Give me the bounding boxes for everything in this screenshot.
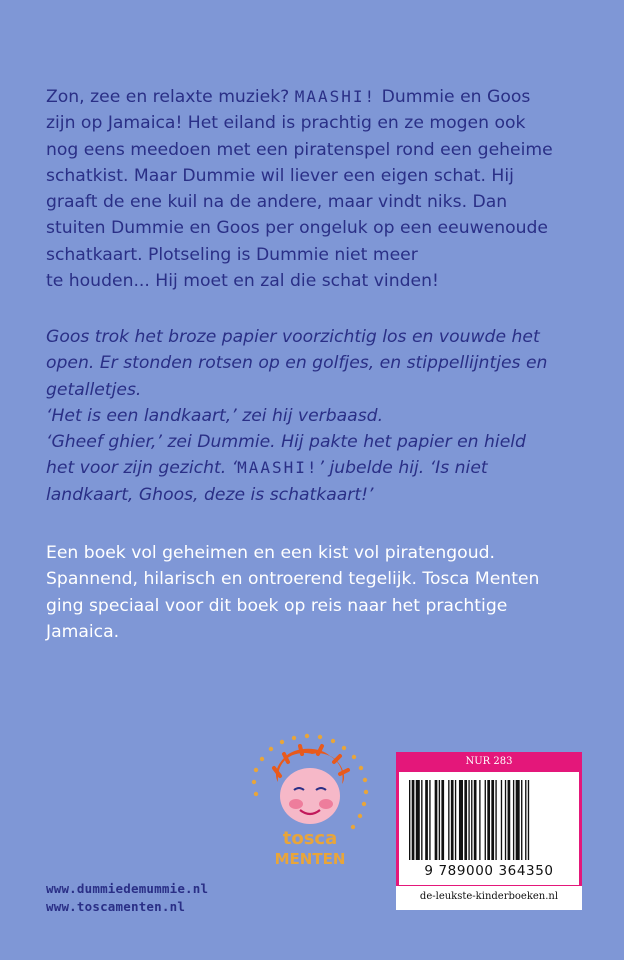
- excerpt-line: ‘Gheef ghier,’ zei Dummie. Hij pakte het papier en hield: [46, 432, 526, 453]
- barcode-bar: [459, 780, 463, 860]
- barcode-bar: [513, 780, 514, 860]
- barcode-bar: [505, 780, 506, 860]
- barcode-bar: [416, 780, 420, 860]
- barcode-bar: [525, 780, 526, 860]
- synopsis-line: schatkaart. Plotseling is Dummie niet meer: [46, 244, 418, 265]
- barcode-bar: [441, 780, 444, 860]
- book-excerpt: [46, 324, 586, 508]
- isbn-number: 9 789000 364350: [424, 863, 554, 879]
- synopsis-line: te houden... Hij moet en zal die schat vinden!: [46, 271, 439, 292]
- maashi-handwritten: MAASHI!: [294, 87, 377, 106]
- synopsis-line: stuiten Dummie en Goos per ongeluk op een eeuwenoude: [46, 218, 549, 239]
- website-list: [46, 880, 208, 916]
- barcode-bar: [485, 780, 486, 860]
- barcode-bar: [471, 780, 472, 860]
- barcode-bar: [474, 780, 477, 860]
- synopsis-line: graaft de ene kuil na de andere, maar vindt niks. Dan: [46, 192, 508, 213]
- synopsis-line: schatkist. Maar Dummie wil liever een eigen schat. Hij: [46, 165, 514, 186]
- barcode-bars: [407, 780, 571, 862]
- publisher-website: de-leukste-kinderboeken.nl: [396, 886, 582, 910]
- barcode-bar: [409, 780, 410, 860]
- barcode-bar: [429, 780, 430, 860]
- synopsis-line: [46, 84, 586, 110]
- logo-brand-bottom: MENTEN: [274, 850, 346, 868]
- summary-line: Spannend, hilarisch en ontroerend tegelijk. Tosca Menten: [46, 569, 540, 590]
- nur-code: NUR 283: [465, 756, 513, 767]
- synopsis-line-text: Dummie en Goos: [376, 87, 531, 107]
- barcode-bar: [448, 780, 449, 860]
- synopsis-text: [46, 84, 586, 294]
- synopsis-line: nog eens meedoen met een piratenspel rond een geheime: [46, 139, 553, 160]
- maashi-handwritten: MAASHI!: [237, 458, 319, 478]
- barcode-bar: [439, 780, 440, 860]
- excerpt-line: landkaart, Ghoos, deze is schatkaart!’: [46, 484, 374, 505]
- synopsis-line-text: Zon, zee en relaxte muziek?: [46, 87, 295, 107]
- barcode-bar: [425, 780, 428, 860]
- excerpt-line: open. Er stonden rotsen op en golfjes, en stippellijntjes en: [46, 353, 548, 374]
- summary-text: [46, 540, 586, 645]
- barcode-bar: [528, 780, 529, 860]
- excerpt-line: Goos trok het broze papier voorzichtig los en vouwde het: [46, 327, 540, 347]
- barcode-bar: [501, 780, 502, 860]
- summary-line: Jamaica.: [46, 621, 120, 642]
- website-dummiedemummie: www.dummiedemummie.nl: [46, 881, 209, 896]
- excerpt-line: getalletjes.: [46, 379, 142, 400]
- barcode-bar: [451, 780, 454, 860]
- barcode-bar: [479, 780, 480, 860]
- excerpt-line-text: het voor zijn gezicht. ‘: [46, 458, 238, 479]
- barcode-panel: [396, 752, 582, 910]
- excerpt-line: [46, 455, 586, 481]
- barcode-bar: [487, 780, 490, 860]
- website-toscamenten: www.toscamenten.nl: [46, 899, 186, 914]
- excerpt-line-text: ’ jubelde hij. ‘Is niet: [318, 458, 488, 479]
- logo-cheek: [289, 799, 303, 809]
- barcode-bar: [421, 780, 422, 860]
- barcode-bar: [521, 780, 522, 860]
- excerpt-line: ‘Het is een landkaart,’ zei hij verbaasd.: [46, 405, 384, 426]
- barcode-area: [399, 772, 579, 885]
- barcode-bar: [508, 780, 511, 860]
- synopsis-line: zijn op Jamaica! Het eiland is prachtig en ze mogen ook: [46, 113, 526, 134]
- logo-cheek: [319, 799, 333, 809]
- barcode-bar: [491, 780, 494, 860]
- logo-brand-top: tosca: [282, 828, 338, 849]
- summary-line: Een boek vol geheimen en een kist vol piratengoud.: [46, 543, 495, 563]
- logo-face: [280, 768, 340, 824]
- barcode-bar: [435, 780, 438, 860]
- barcode-bar: [468, 780, 469, 860]
- barcode-bar: [516, 780, 520, 860]
- barcode-bar: [464, 780, 467, 860]
- tosca-menten-logo: [236, 724, 384, 884]
- barcode-bar: [495, 780, 496, 860]
- barcode-bar: [412, 780, 415, 860]
- summary-line: ging speciaal voor dit boek op reis naar het prachtige: [46, 595, 508, 616]
- barcode-bar: [455, 780, 456, 860]
